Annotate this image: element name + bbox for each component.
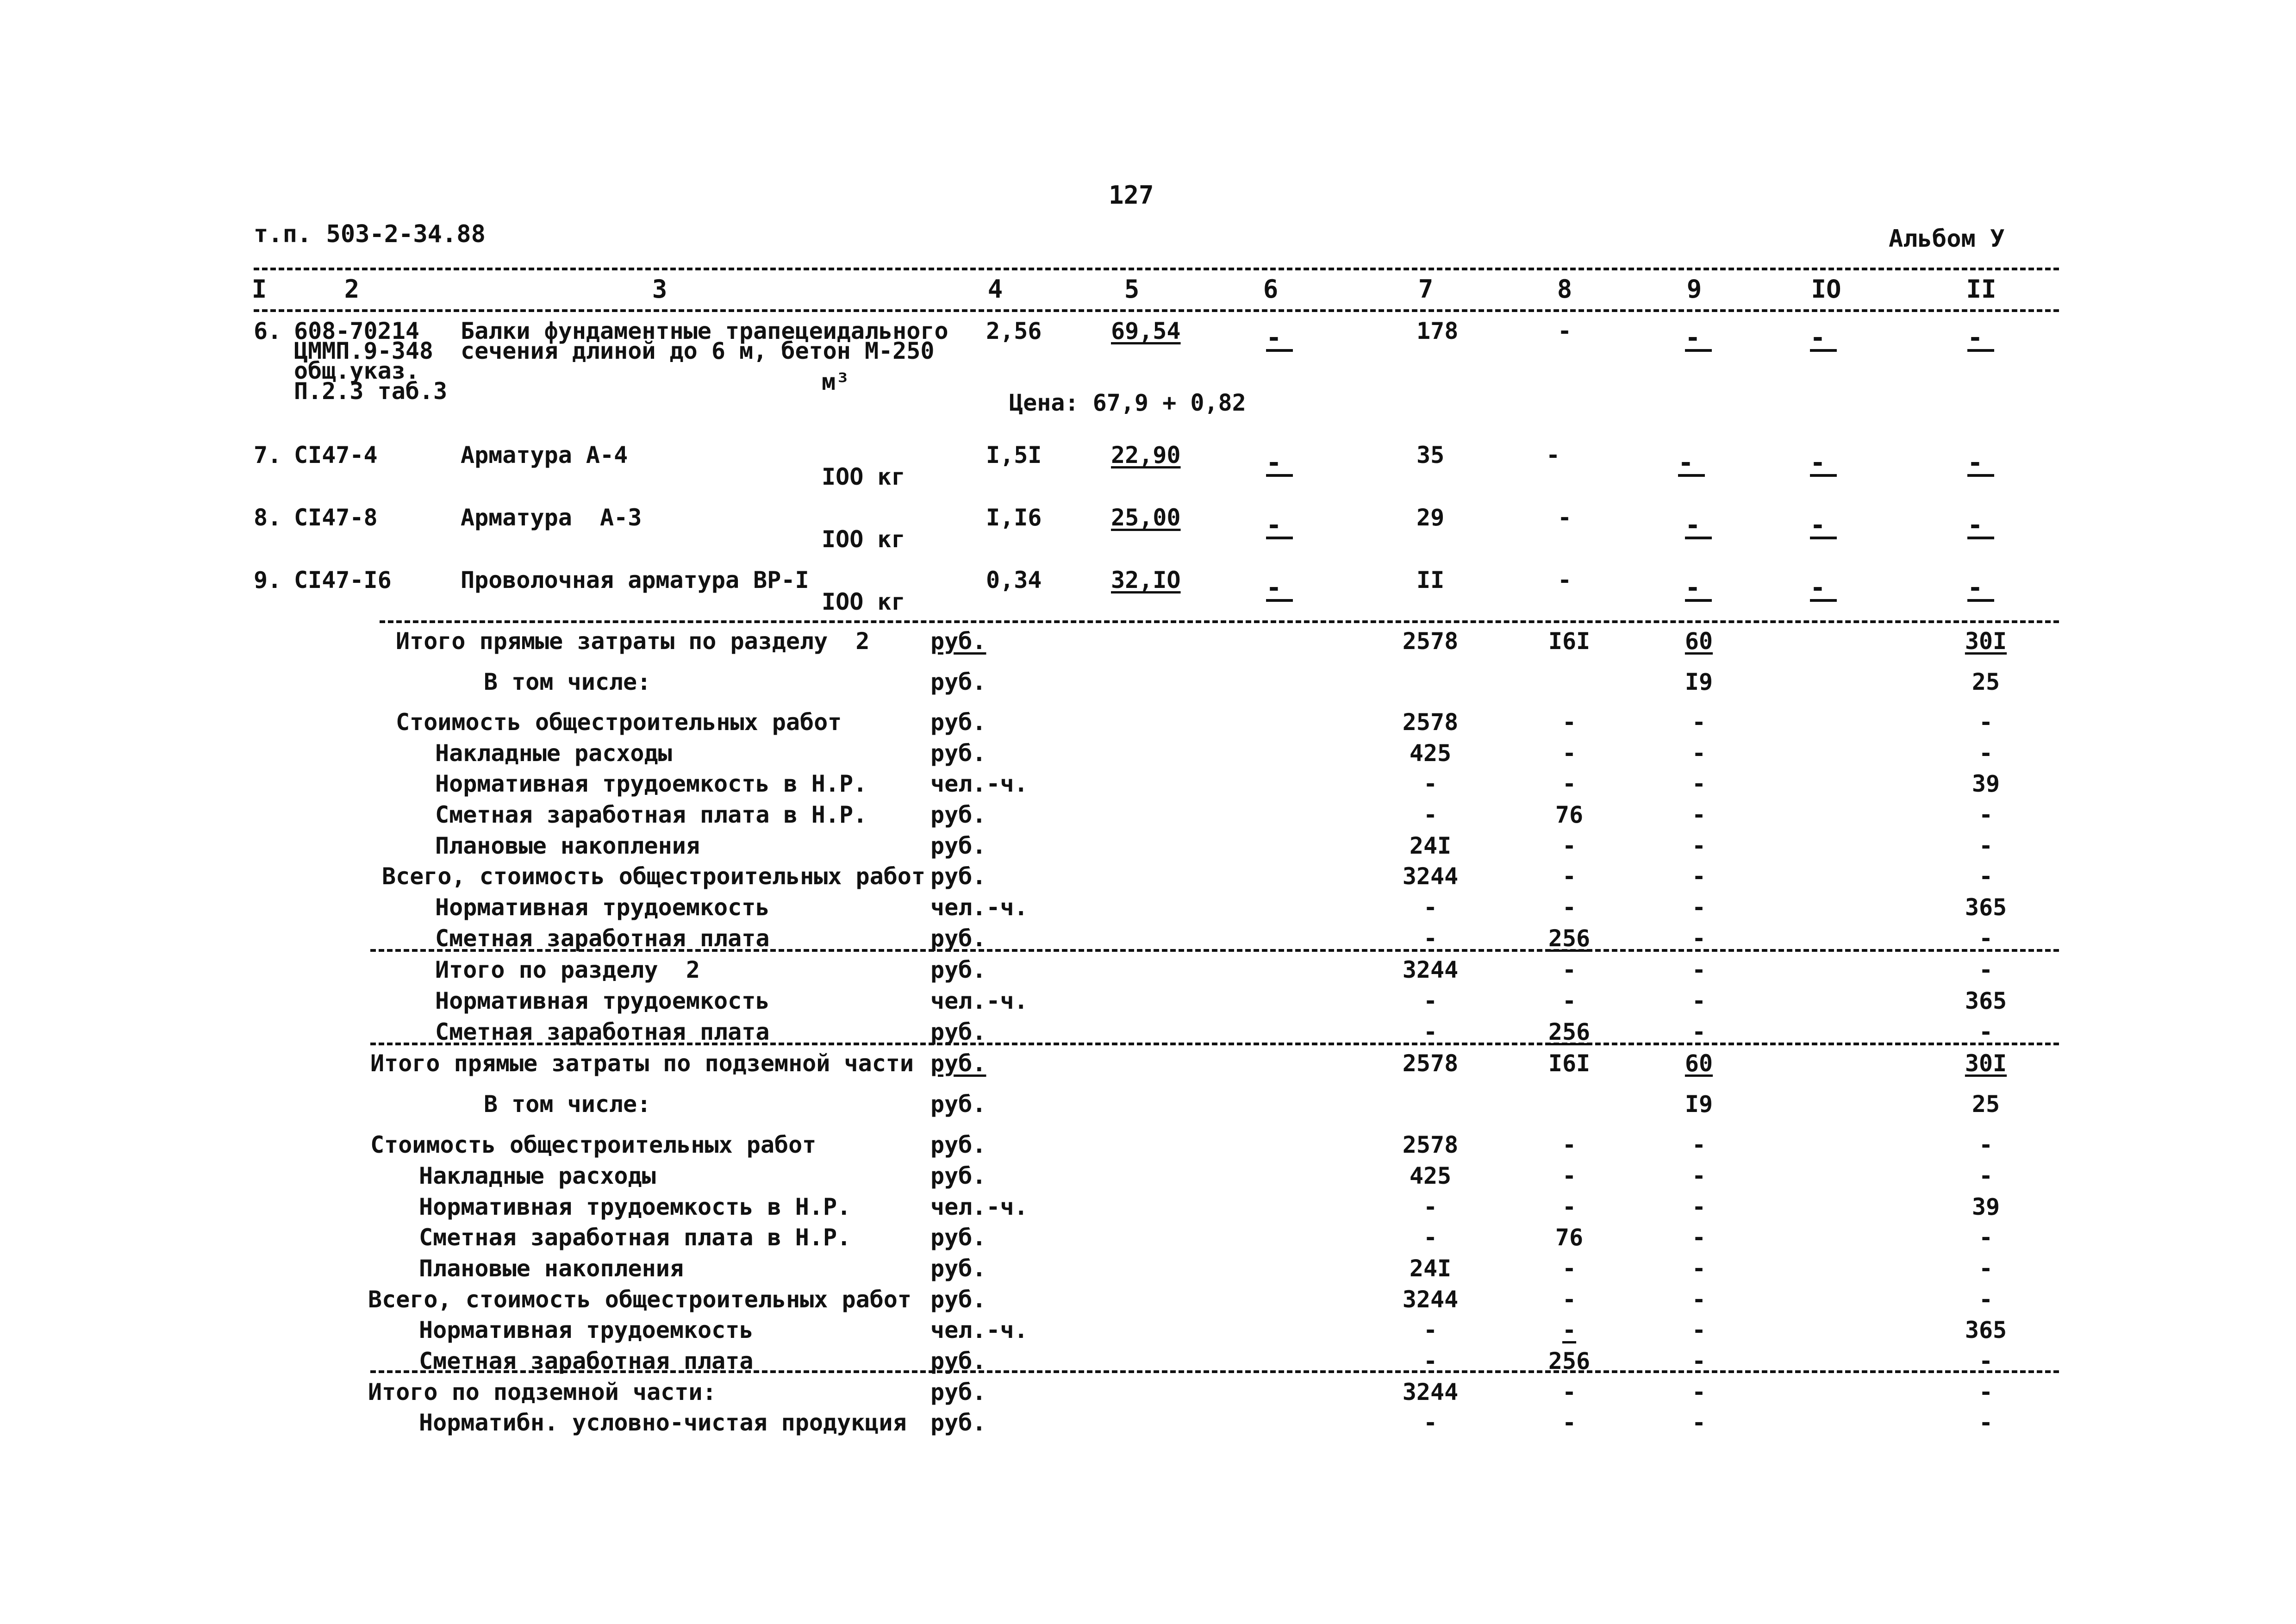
- summary-cost-9: -: [1691, 1193, 1706, 1220]
- summary-label: Стоимость общестроительных работ: [396, 709, 842, 736]
- summary-cost-8: -: [1562, 1255, 1577, 1282]
- summary-cost-8: 256: [1548, 1348, 1591, 1374]
- summary-unit: руб.: [930, 863, 986, 890]
- item-cost-7: II: [1416, 567, 1445, 593]
- row-number: 6.: [254, 318, 282, 344]
- summary-label: Итого по подземной части:: [368, 1379, 717, 1405]
- summary-cost-11: 365: [1965, 894, 2007, 921]
- summary-cost-9: I9: [1685, 668, 1713, 695]
- item-unit-price: 22,90: [1111, 442, 1181, 468]
- summary-unit: руб.: [930, 1348, 986, 1374]
- summary-unit: руб.: [930, 1162, 986, 1189]
- summary-cost-9: -: [1691, 894, 1706, 921]
- summary-cost-9: -: [1691, 1162, 1706, 1189]
- item-unit-price: 25,00: [1111, 504, 1181, 531]
- summary-cost-7: 2578: [1402, 1050, 1459, 1077]
- column-header: 9: [1686, 275, 1702, 304]
- section-divider: [370, 949, 2059, 952]
- summary-cost-8: -: [1562, 1131, 1577, 1158]
- dash-over-dash-mark: -: [1810, 575, 1837, 602]
- item-cost-8: -: [1558, 318, 1572, 344]
- summary-cost-11: -: [1978, 1409, 1993, 1436]
- summary-cost-7: 3244: [1402, 1286, 1459, 1313]
- summary-unit: руб.: [930, 1131, 986, 1158]
- price-note: Цена: 67,9 + 0,82: [1009, 389, 1246, 416]
- summary-label: Нормативная трудоемкость: [435, 987, 770, 1014]
- summary-cost-7: 425: [1409, 740, 1452, 767]
- summary-cost-9: -: [1691, 1409, 1706, 1436]
- section-divider: [370, 1043, 2059, 1045]
- summary-cost-9: -: [1691, 987, 1706, 1014]
- item-quantity: I,5I: [986, 442, 1042, 468]
- dash-over-dash-mark: -: [1266, 512, 1293, 539]
- item-cost-8: -: [1558, 504, 1572, 531]
- summary-unit: руб.: [930, 925, 986, 952]
- summary-cost-11: 365: [1965, 1317, 2007, 1343]
- summary-label: Сметная заработная плата: [419, 1348, 754, 1374]
- header-top-rule: [254, 268, 2059, 270]
- item-name: сечения длиной до 6 м, бетон М-250: [461, 337, 935, 364]
- summary-cost-7: 3244: [1402, 1379, 1459, 1405]
- column-header: IO: [1811, 275, 1841, 304]
- summary-cost-9: -: [1691, 832, 1706, 859]
- header-bottom-rule: [254, 309, 2059, 312]
- summary-label: Плановые накопления: [435, 832, 700, 859]
- summary-label: В том числе:: [484, 1091, 651, 1118]
- summary-cost-9: -: [1691, 863, 1706, 890]
- item-unit: м³: [822, 369, 850, 395]
- summary-cost-11: -: [1978, 925, 1993, 952]
- summary-cost-11: -: [1978, 1379, 1993, 1405]
- item-quantity: 0,34: [986, 567, 1042, 593]
- item-cost-7: 29: [1416, 504, 1445, 531]
- dash-over-dash-mark: -: [1266, 575, 1293, 602]
- section-divider: [370, 1370, 2059, 1373]
- summary-unit: руб.: [930, 1224, 986, 1251]
- summary-unit: руб.: [930, 628, 986, 655]
- summary-unit: руб.: [930, 832, 986, 859]
- summary-unit: руб.: [930, 1050, 986, 1077]
- dash-over-dash-mark: -: [1266, 450, 1293, 477]
- column-header: 6: [1263, 275, 1279, 304]
- summary-cost-9: -: [1691, 1317, 1706, 1343]
- item-unit-price: 32,IO: [1111, 567, 1181, 593]
- summary-cost-8: -: [1562, 709, 1577, 736]
- summary-cost-7: 425: [1409, 1162, 1452, 1189]
- summary-cost-8: -: [1562, 832, 1577, 859]
- item-code: общ.указ.: [294, 357, 419, 384]
- summary-unit: руб.: [930, 1409, 986, 1436]
- dash-over-dash-mark: -: [1810, 512, 1837, 539]
- summary-label: Нормативная трудоемкость: [435, 894, 770, 921]
- summary-cost-11: 30I: [1965, 628, 2007, 655]
- summary-cost-8: -: [1562, 863, 1577, 890]
- summary-label: Нормативная трудоемкость в Н.Р.: [419, 1193, 851, 1220]
- summary-unit: чел.-ч.: [930, 770, 1028, 797]
- summary-unit: чел.-ч.: [930, 1193, 1028, 1220]
- dash-over-dash-mark: -: [1678, 450, 1705, 477]
- dash-over-dash-mark: -: [1685, 512, 1712, 539]
- summary-cost-11: -: [1978, 1255, 1993, 1282]
- summary-cost-8: -: [1562, 1409, 1577, 1436]
- item-unit: IOO кг: [822, 526, 905, 553]
- summary-cost-7: -: [1423, 1317, 1438, 1343]
- summary-unit: руб.: [930, 709, 986, 736]
- item-name: Балки фундаментные трапецеидального: [461, 318, 948, 344]
- summary-label: В том числе:: [484, 668, 651, 695]
- column-header: 3: [652, 275, 668, 304]
- summary-cost-11: -: [1978, 1131, 1993, 1158]
- item-cost-7: 35: [1416, 442, 1445, 468]
- item-cost-8: -: [1558, 567, 1572, 593]
- summary-cost-7: -: [1423, 1224, 1438, 1251]
- summary-cost-7: 2578: [1402, 709, 1459, 736]
- summary-cost-8: -: [1562, 1379, 1577, 1405]
- summary-cost-11: -: [1978, 1224, 1993, 1251]
- summary-label: Всего, стоимость общестроительных работ: [368, 1286, 911, 1313]
- summary-cost-11: -: [1978, 1162, 1993, 1189]
- summary-label: Сметная заработная плата: [435, 925, 770, 952]
- summary-cost-9: -: [1691, 1379, 1706, 1405]
- summary-label: Итого по разделу 2: [435, 956, 700, 983]
- item-name: Арматура А-4: [461, 442, 628, 468]
- item-code: П.2.3 таб.3: [294, 378, 448, 405]
- item-name: Арматура А-3: [461, 504, 642, 531]
- summary-cost-11: 39: [1972, 1193, 2000, 1220]
- item-code: 608-70214: [294, 318, 419, 344]
- row-number: 9.: [254, 567, 282, 593]
- summary-cost-9: -: [1691, 1348, 1706, 1374]
- summary-cost-11: -: [1978, 1286, 1993, 1313]
- item-quantity: 2,56: [986, 318, 1042, 344]
- dash-over-dash-mark: -: [1967, 575, 1994, 602]
- item-code: СI47-I6: [294, 567, 392, 593]
- summary-cost-8: -: [1562, 1317, 1577, 1343]
- column-header: 4: [987, 275, 1003, 304]
- summary-cost-9: -: [1691, 801, 1706, 828]
- summary-cost-7: -: [1423, 770, 1438, 797]
- dash-over-dash-mark: -: [1266, 325, 1293, 352]
- summary-label: Сметная заработная плата в Н.Р.: [419, 1224, 851, 1251]
- summary-cost-9: I9: [1685, 1091, 1713, 1118]
- summary-cost-7: 2578: [1402, 1131, 1459, 1158]
- summary-unit: чел.-ч.: [930, 987, 1028, 1014]
- column-header: I: [251, 275, 267, 304]
- summary-cost-11: -: [1978, 863, 1993, 890]
- column-header: 5: [1124, 275, 1140, 304]
- column-header: 7: [1418, 275, 1434, 304]
- item-code: ЦММП.9-348: [294, 337, 434, 364]
- summary-unit: чел.-ч.: [930, 1317, 1028, 1343]
- summary-cost-7: 24I: [1409, 1255, 1452, 1282]
- summary-unit: руб.: [930, 1379, 986, 1405]
- dash-over-dash-mark: -: [1685, 325, 1712, 352]
- summary-cost-7: -: [1423, 925, 1438, 952]
- summary-cost-11: -: [1978, 832, 1993, 859]
- item-unit-price: 69,54: [1111, 318, 1181, 344]
- summary-cost-8: I6I: [1548, 628, 1591, 655]
- summary-label: Итого прямые затраты по подземной части: [370, 1050, 914, 1077]
- item-code: СI47-8: [294, 504, 378, 531]
- summary-cost-9: -: [1691, 1131, 1706, 1158]
- summary-cost-9: -: [1691, 740, 1706, 767]
- summary-cost-8: I6I: [1548, 1050, 1591, 1077]
- summary-cost-8: -: [1562, 1193, 1577, 1220]
- summary-cost-8: -: [1562, 894, 1577, 921]
- summary-unit: руб.: [930, 668, 986, 695]
- summary-cost-11: -: [1978, 709, 1993, 736]
- summary-cost-7: -: [1423, 1409, 1438, 1436]
- summary-cost-7: -: [1423, 1348, 1438, 1374]
- summary-unit: руб.: [930, 956, 986, 983]
- summary-cost-11: -: [1978, 1348, 1993, 1374]
- summary-cost-7: -: [1423, 1193, 1438, 1220]
- column-header: II: [1966, 275, 1997, 304]
- item-unit: IOO кг: [822, 463, 905, 490]
- summary-label: Накладные расходы: [435, 740, 672, 767]
- item-code: СI47-4: [294, 442, 378, 468]
- summary-cost-9: -: [1691, 956, 1706, 983]
- summary-cost-8: -: [1562, 956, 1577, 983]
- column-header: 2: [344, 275, 360, 304]
- document-reference: т.п. 503-2-34.88: [254, 220, 486, 248]
- summary-cost-7: -: [1423, 1018, 1438, 1045]
- summary-unit: чел.-ч.: [930, 894, 1028, 921]
- summary-label: Стоимость общестроительных работ: [370, 1131, 817, 1158]
- summary-cost-11: 25: [1972, 1091, 2000, 1118]
- summary-cost-7: 24I: [1409, 832, 1452, 859]
- section-divider: [380, 620, 2059, 623]
- item-cost-8: -: [1546, 442, 1560, 468]
- summary-cost-8: -: [1562, 987, 1577, 1014]
- summary-unit: руб.: [930, 1286, 986, 1313]
- summary-cost-11: -: [1978, 801, 1993, 828]
- summary-cost-8: 76: [1555, 1224, 1584, 1251]
- row-number: 7.: [254, 442, 282, 468]
- summary-cost-9: -: [1691, 1255, 1706, 1282]
- summary-unit: руб.: [930, 801, 986, 828]
- summary-cost-8: 256: [1548, 925, 1591, 952]
- summary-cost-9: 60: [1685, 1050, 1713, 1077]
- summary-cost-9: 60: [1685, 628, 1713, 655]
- summary-cost-7: 3244: [1402, 956, 1459, 983]
- summary-cost-9: -: [1691, 770, 1706, 797]
- summary-cost-11: -: [1978, 740, 1993, 767]
- summary-cost-8: -: [1562, 1162, 1577, 1189]
- summary-cost-11: 365: [1965, 987, 2007, 1014]
- summary-cost-8: 76: [1555, 801, 1584, 828]
- summary-cost-7: -: [1423, 894, 1438, 921]
- item-name: Проволочная арматура ВР-I: [461, 567, 809, 593]
- album-label: Альбом У: [1889, 225, 2005, 253]
- summary-cost-11: 30I: [1965, 1050, 2007, 1077]
- summary-cost-7: -: [1423, 987, 1438, 1014]
- summary-cost-11: -: [1978, 956, 1993, 983]
- summary-label: Плановые накопления: [419, 1255, 684, 1282]
- summary-cost-8: -: [1562, 1286, 1577, 1313]
- summary-unit: руб.: [930, 1255, 986, 1282]
- summary-cost-11: 39: [1972, 770, 2000, 797]
- summary-label: Итого прямые затраты по разделу 2: [396, 628, 870, 655]
- dash-over-dash-mark: -: [1967, 325, 1994, 352]
- summary-unit: руб.: [930, 1091, 986, 1118]
- summary-label: Норматибн. условно-чистая продукция: [419, 1409, 907, 1436]
- item-quantity: I,I6: [986, 504, 1042, 531]
- summary-cost-9: -: [1691, 925, 1706, 952]
- summary-cost-11: 25: [1972, 668, 2000, 695]
- summary-label: Нормативная трудоемкость в Н.Р.: [435, 770, 867, 797]
- summary-label: Накладные расходы: [419, 1162, 656, 1189]
- dash-over-dash-mark: -: [1967, 450, 1994, 477]
- dash-over-dash-mark: -: [1685, 575, 1712, 602]
- item-cost-7: 178: [1416, 318, 1459, 344]
- summary-cost-9: -: [1691, 709, 1706, 736]
- summary-unit: руб.: [930, 1018, 986, 1045]
- dash-over-dash-mark: -: [1810, 450, 1837, 477]
- summary-cost-11: -: [1978, 1018, 1993, 1045]
- summary-cost-7: -: [1423, 801, 1438, 828]
- summary-cost-8: -: [1562, 770, 1577, 797]
- summary-cost-7: 3244: [1402, 863, 1459, 890]
- summary-label: Сметная заработная плата: [435, 1018, 770, 1045]
- dash-over-dash-mark: -: [1967, 512, 1994, 539]
- column-header: 8: [1557, 275, 1572, 304]
- item-unit: IOO кг: [822, 588, 905, 615]
- summary-unit: руб.: [930, 740, 986, 767]
- summary-cost-9: -: [1691, 1286, 1706, 1313]
- dash-over-dash-mark: -: [1810, 325, 1837, 352]
- summary-cost-9: -: [1691, 1018, 1706, 1045]
- summary-label: Всего, стоимость общестроительных работ: [382, 863, 925, 890]
- summary-label: Сметная заработная плата в Н.Р.: [435, 801, 867, 828]
- summary-cost-8: 256: [1548, 1018, 1591, 1045]
- summary-cost-9: -: [1691, 1224, 1706, 1251]
- summary-cost-7: 2578: [1402, 628, 1459, 655]
- summary-label: Нормативная трудоемкость: [419, 1317, 754, 1343]
- summary-cost-8: -: [1562, 740, 1577, 767]
- row-number: 8.: [254, 504, 282, 531]
- page-number: 127: [1109, 181, 1154, 210]
